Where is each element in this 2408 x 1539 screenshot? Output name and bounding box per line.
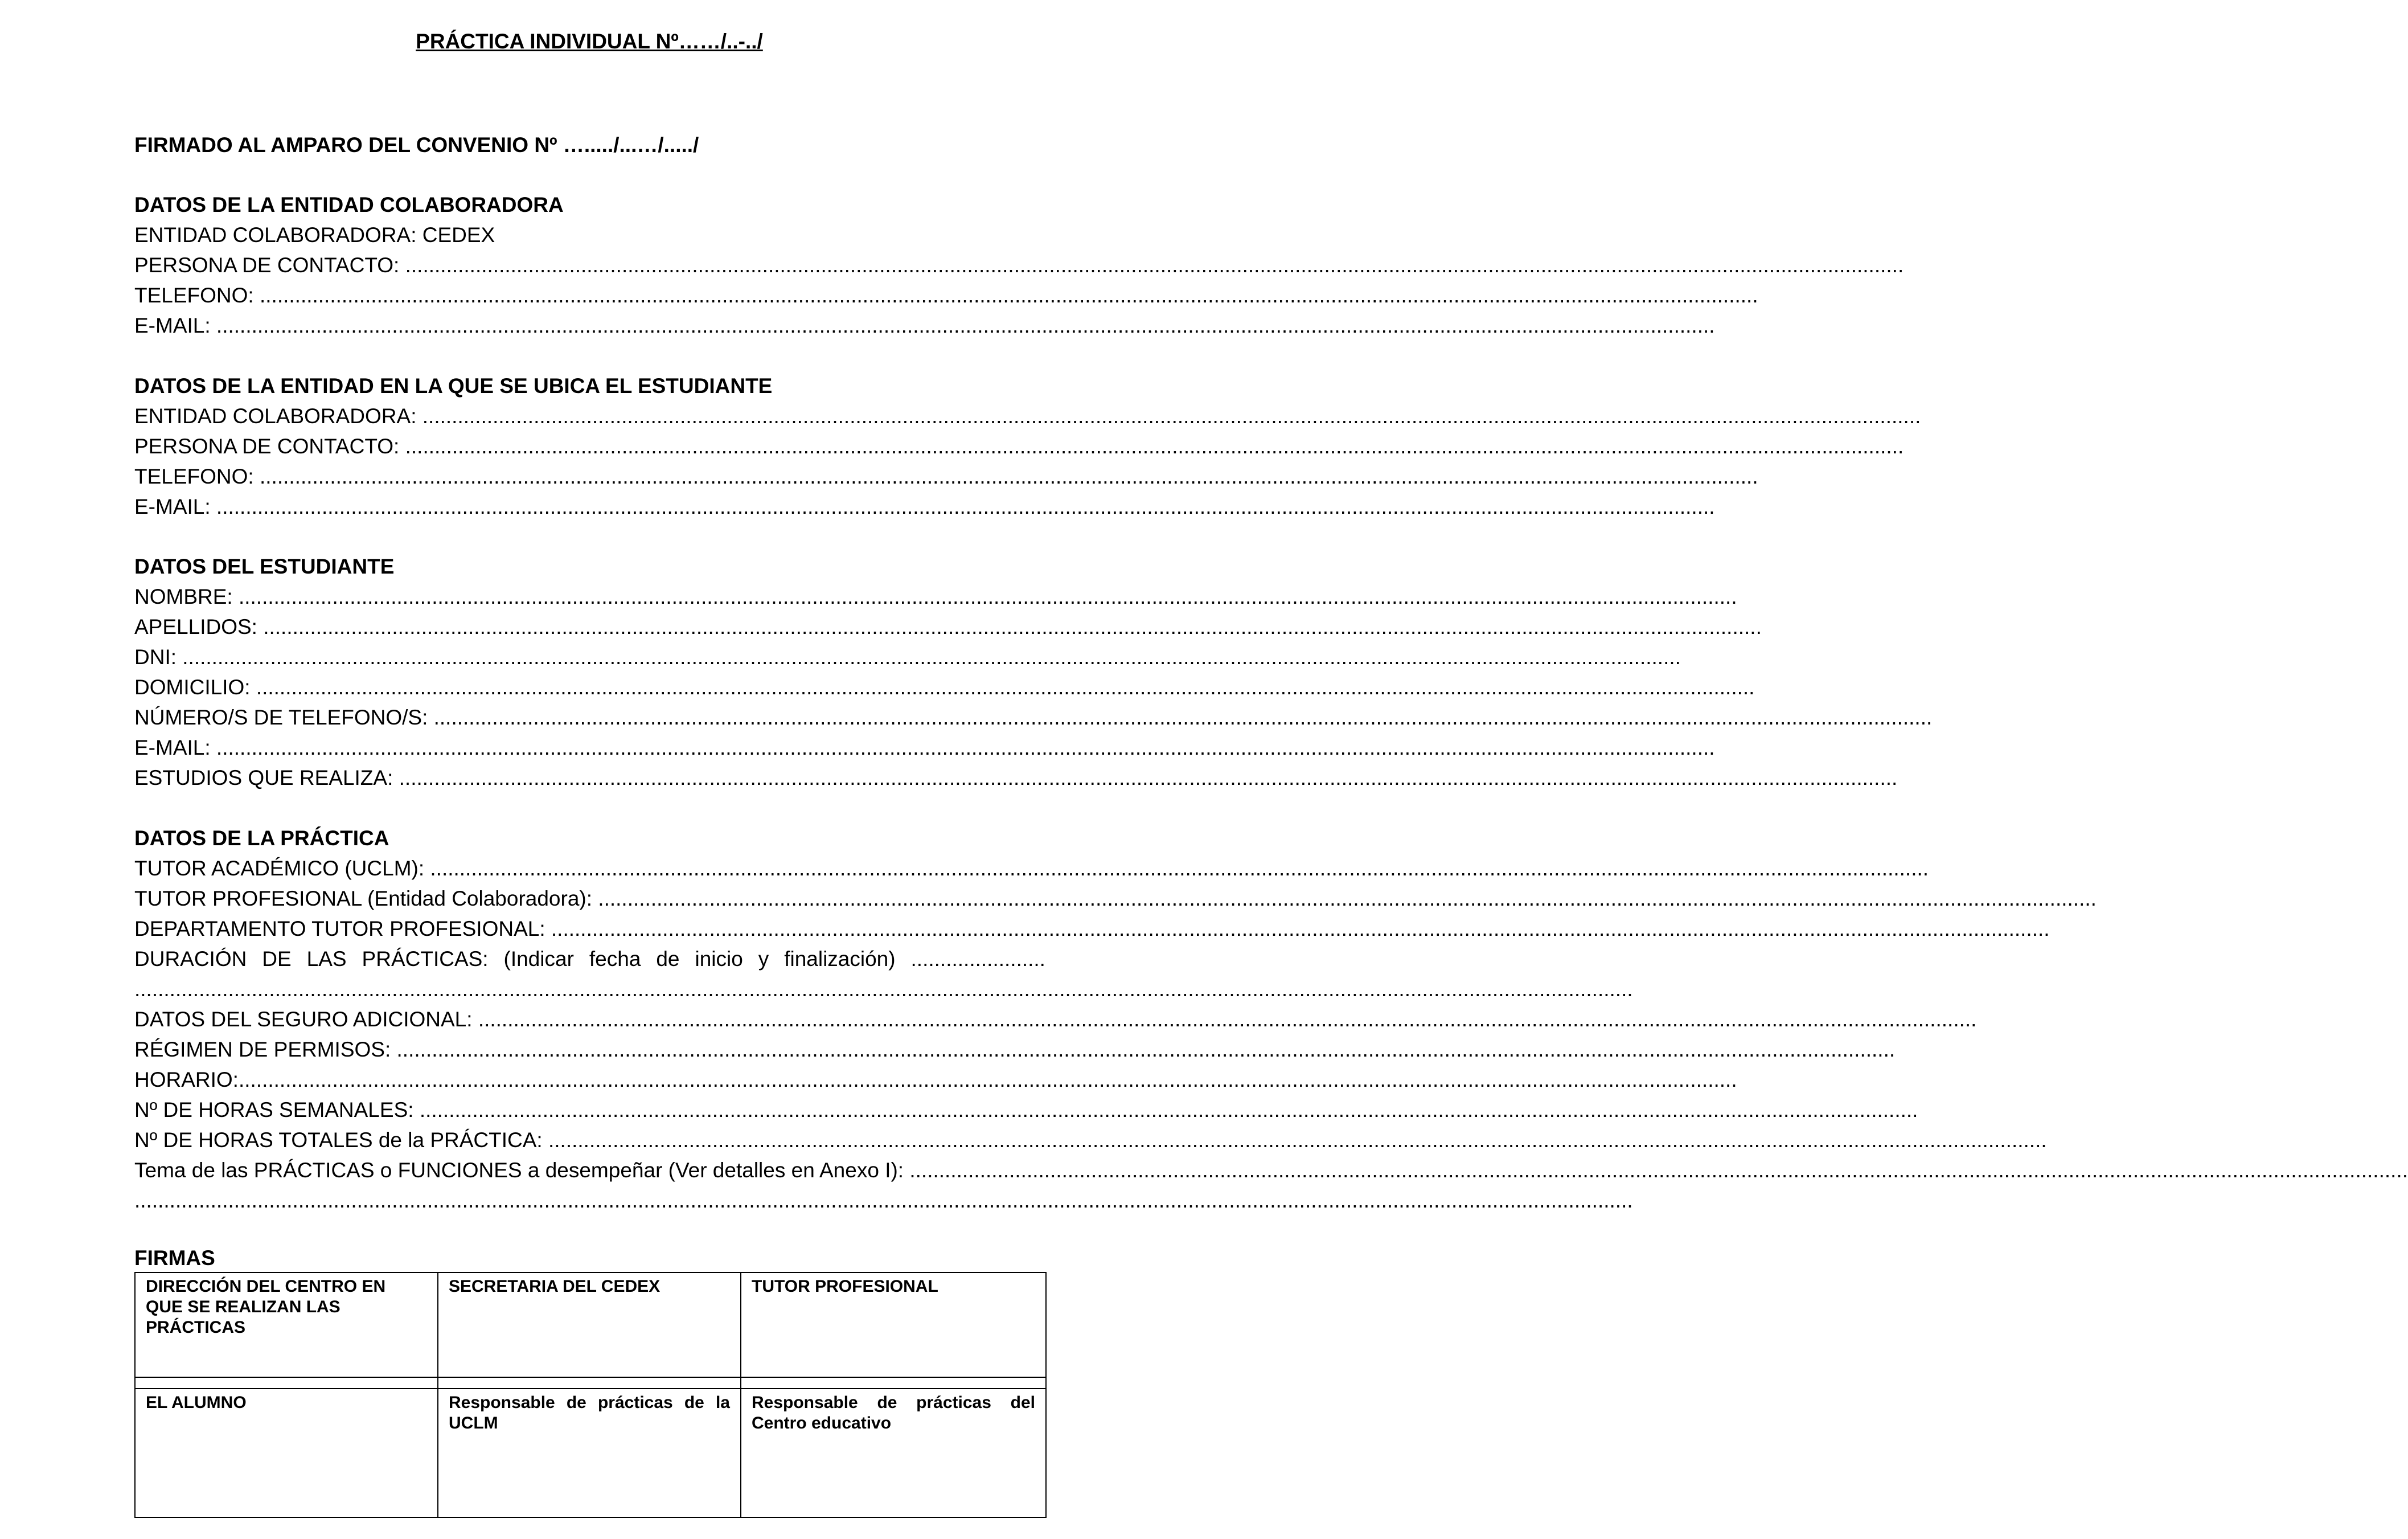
- fill-dots: ................................................................................................................................................................................................................................................................: [259, 284, 1758, 307]
- field-email-ubicacion: E-MAIL: ................................................................................................................................................................................................................................................................: [134, 495, 1715, 518]
- field-duracion: DURACIÓN DE LAS PRÁCTICAS: (Indicar fecha de inicio y finalización) .......................: [134, 947, 1045, 971]
- field-permisos: RÉGIMEN DE PERMISOS: ................................................................................................................................................................................................................................................................: [134, 1038, 1896, 1061]
- fill-dots: ................................................................................................................................................................................................................................................................: [238, 585, 1737, 608]
- fill-dots: ................................................................................................................................................................................................................................................................: [430, 857, 1929, 880]
- signature-cell-responsable-uclm: Responsable de prácticas de la UCLM: [438, 1389, 741, 1517]
- fill-dots: ................................................................................................................................................................................................................................................................: [478, 1008, 1977, 1031]
- section-heading-practica: DATOS DE LA PRÁCTICA: [134, 826, 389, 850]
- field-departamento: DEPARTAMENTO TUTOR PROFESIONAL: ................................................................................................................................................................................................................................................................: [134, 917, 2050, 940]
- signature-cell-secretaria: SECRETARIA DEL CEDEX: [438, 1272, 741, 1377]
- fill-dots: ................................................................................................................................................................................................................................................................: [405, 253, 1904, 277]
- field-domicilio: DOMICILIO: ................................................................................................................................................................................................................................................................: [134, 676, 1755, 699]
- field-seguro: DATOS DEL SEGURO ADICIONAL: ................................................................................................................................................................................................................................................................: [134, 1008, 1977, 1031]
- field-dni: DNI: ................................................................................................................................................................................................................................................................: [134, 645, 1681, 669]
- fill-dots: ................................................................................................................................................................................................................................................................: [216, 495, 1715, 518]
- field-estudios: ESTUDIOS QUE REALIZA: ................................................................................................................................................................................................................................................................: [134, 766, 1898, 789]
- field-tutor-academico: TUTOR ACADÉMICO (UCLM): ................................................................................................................................................................................................................................................................: [134, 857, 1929, 880]
- fill-dots: ................................................................................................................................................................................................................................................................: [598, 887, 2097, 910]
- fill-dots: ................................................................................................................................................................................................................................................................: [182, 645, 1681, 669]
- fill-dots: ................................................................................................................................................................................................................................................................: [419, 1098, 1918, 1121]
- field-telefonos: NÚMERO/S DE TELEFONO/S: ................................................................................................................................................................................................................................................................: [134, 706, 1933, 729]
- signature-row: [135, 1389, 1046, 1517]
- section-heading-ubicacion: DATOS DE LA ENTIDAD EN LA QUE SE UBICA EL ESTUDIANTE: [134, 374, 773, 398]
- fill-dots: ................................................................................................................................................................................................................................................................: [433, 706, 1933, 729]
- fill-dots: ................................................................................................................................................................................................................................................................: [256, 676, 1755, 699]
- field-persona-contacto: PERSONA DE CONTACTO: ................................................................................................................................................................................................................................................................: [134, 253, 1904, 277]
- field-telefono-ubicacion: TELEFONO: ................................................................................................................................................................................................................................................................: [134, 465, 1758, 488]
- fill-dots: ................................................................................................................................................................................................................................................................: [238, 1068, 1737, 1091]
- fill-dots: ................................................................................................................................................................................................................................................................: [134, 977, 1633, 1001]
- fill-dots: ................................................................................................................................................................................................................................................................: [548, 1128, 2047, 1152]
- fill-dots: ................................................................................................................................................................................................................................................................: [259, 465, 1758, 488]
- field-horario: HORARIO:................................................................................................................................................................................................................................................................: [134, 1068, 1737, 1091]
- field-horas-semanales: Nº DE HORAS SEMANALES: ................................................................................................................................................................................................................................................................: [134, 1098, 1918, 1121]
- convenio-line: FIRMADO AL AMPARO DEL CONVENIO Nº …...../...…/...../: [134, 133, 699, 157]
- firmas-heading: FIRMAS: [134, 1246, 215, 1270]
- field-tema: Tema de las PRÁCTICAS o FUNCIONES a desempeñar (Ver detalles en Anexo I): ................................................................................................................................................................................................................................................................: [134, 1159, 2408, 1182]
- fill-dots: ................................................................................................................................................................................................................................................................: [399, 766, 1898, 789]
- section-heading-estudiante: DATOS DEL ESTUDIANTE: [134, 555, 395, 578]
- field-duracion-continuation: [134, 977, 1633, 1002]
- field-horas-totales: Nº DE HORAS TOTALES de la PRÁCTICA: ................................................................................................................................................................................................................................................................: [134, 1128, 2047, 1152]
- signature-row: [135, 1272, 1046, 1377]
- field-telefono: TELEFONO: ................................................................................................................................................................................................................................................................: [134, 284, 1758, 307]
- signature-cell-direccion: DIRECCIÓN DEL CENTRO EN QUE SE REALIZAN LAS PRÁCTICAS: [135, 1272, 438, 1377]
- document-title: PRÁCTICA INDIVIDUAL Nº……/..-../: [416, 30, 763, 53]
- field-tutor-profesional: TUTOR PROFESIONAL (Entidad Colaboradora): ................................................................................................................................................................................................................................................................: [134, 887, 2097, 910]
- fill-dots: ................................................................................................................................................................................................................................................................: [551, 917, 2050, 940]
- field-persona-contacto-ubicacion: PERSONA DE CONTACTO: ................................................................................................................................................................................................................................................................: [134, 435, 1904, 458]
- field-entidad-colaboradora: ENTIDAD COLABORADORA: CEDEX: [134, 223, 495, 247]
- fill-dots: ................................................................................................................................................................................................................................................................: [134, 1189, 1633, 1212]
- fill-dots: ................................................................................................................................................................................................................................................................: [422, 404, 1921, 428]
- signature-cell-responsable-centro: Responsable de prácticas del Centro educativo: [741, 1389, 1046, 1517]
- field-email: E-MAIL: ................................................................................................................................................................................................................................................................: [134, 314, 1715, 337]
- field-entidad-ubicacion: ENTIDAD COLABORADORA: ................................................................................................................................................................................................................................................................: [134, 404, 1921, 428]
- fill-dots: ................................................................................................................................................................................................................................................................: [405, 435, 1904, 458]
- field-tema-continuation: [134, 1188, 1633, 1213]
- field-email-estudiante: E-MAIL: ................................................................................................................................................................................................................................................................: [134, 736, 1715, 759]
- fill-dots: ................................................................................................................................................................................................................................................................: [263, 615, 1762, 638]
- field-nombre: NOMBRE: ................................................................................................................................................................................................................................................................: [134, 585, 1737, 608]
- section-heading-colaboradora: DATOS DE LA ENTIDAD COLABORADORA: [134, 193, 564, 216]
- fill-dots: ................................................................................................................................................................................................................................................................: [909, 1159, 2408, 1182]
- signature-table: [134, 1272, 1047, 1518]
- field-apellidos: APELLIDOS: ................................................................................................................................................................................................................................................................: [134, 615, 1762, 638]
- signature-cell-alumno: EL ALUMNO: [135, 1389, 438, 1517]
- fill-dots: ................................................................................................................................................................................................................................................................: [396, 1038, 1896, 1061]
- signature-cell-tutor: TUTOR PROFESIONAL: [741, 1272, 1046, 1377]
- fill-dots: ................................................................................................................................................................................................................................................................: [216, 314, 1715, 337]
- signature-spacer-row: [135, 1377, 1046, 1389]
- fill-dots: ................................................................................................................................................................................................................................................................: [216, 736, 1715, 759]
